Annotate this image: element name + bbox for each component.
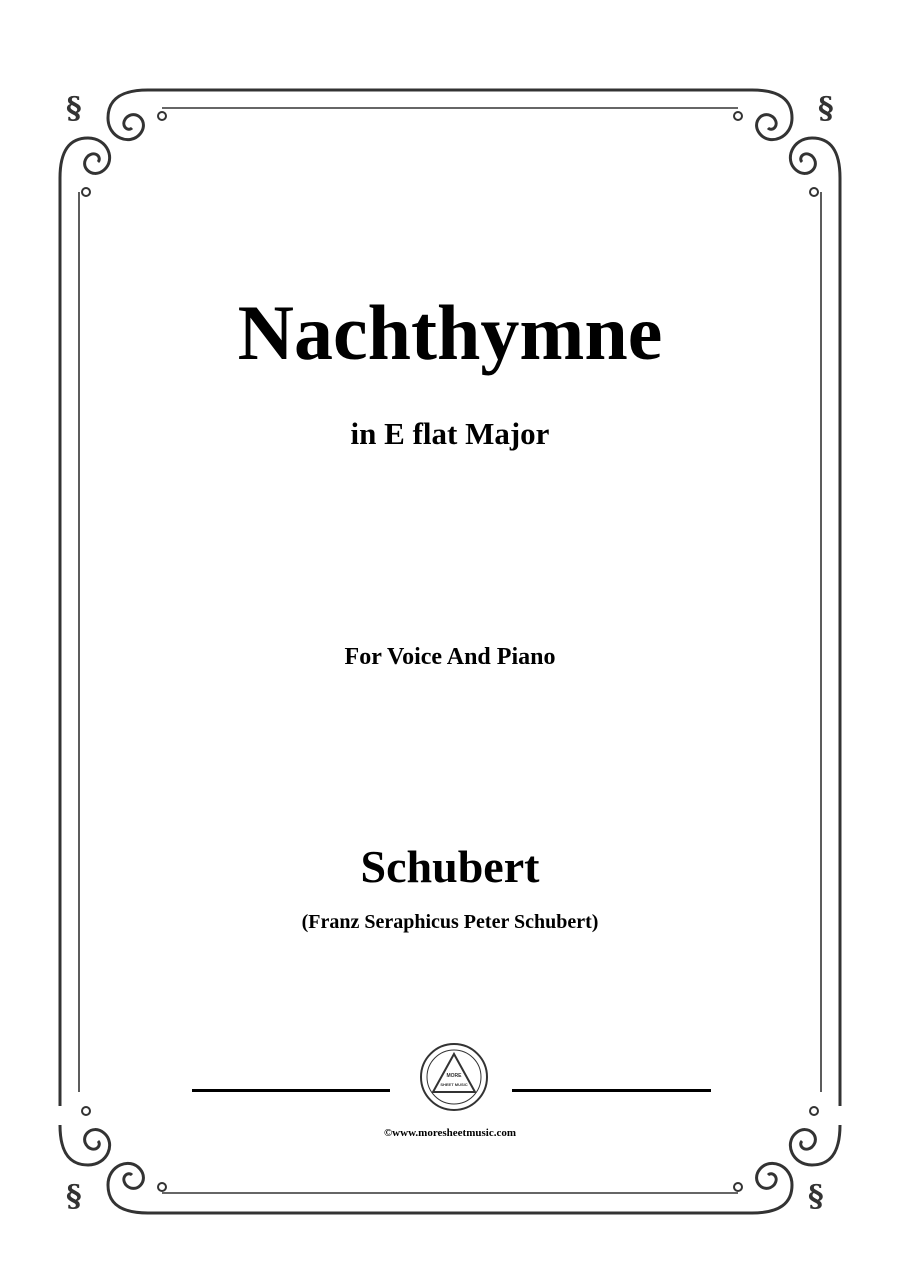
- composer-name: Schubert: [360, 841, 540, 892]
- svg-text:§: §: [808, 1179, 824, 1214]
- seal-text-top: MORE: [446, 1073, 462, 1079]
- copyright-url: ©www.moresheetmusic.com: [383, 1127, 517, 1139]
- svg-text:§: §: [66, 91, 82, 126]
- footer-rule-right: [512, 1089, 711, 1092]
- page-title: Nachthymne: [237, 289, 663, 376]
- svg-text:§: §: [818, 91, 834, 126]
- seal-text-bottom: SHEET MUSIC: [440, 1082, 468, 1087]
- corner-scroll-ornament: [734, 90, 840, 196]
- composer-full-name: (Franz Seraphicus Peter Schubert): [301, 911, 599, 933]
- publisher-seal-icon: [419, 1042, 489, 1112]
- footer-rule-left: [192, 1089, 390, 1092]
- svg-text:§: §: [66, 1179, 82, 1214]
- corner-scroll-ornament: [60, 90, 166, 196]
- key-subtitle: in E flat Major: [350, 416, 550, 451]
- corner-scroll-ornament: [734, 1107, 840, 1213]
- instrumentation-label: For Voice And Piano: [344, 644, 556, 670]
